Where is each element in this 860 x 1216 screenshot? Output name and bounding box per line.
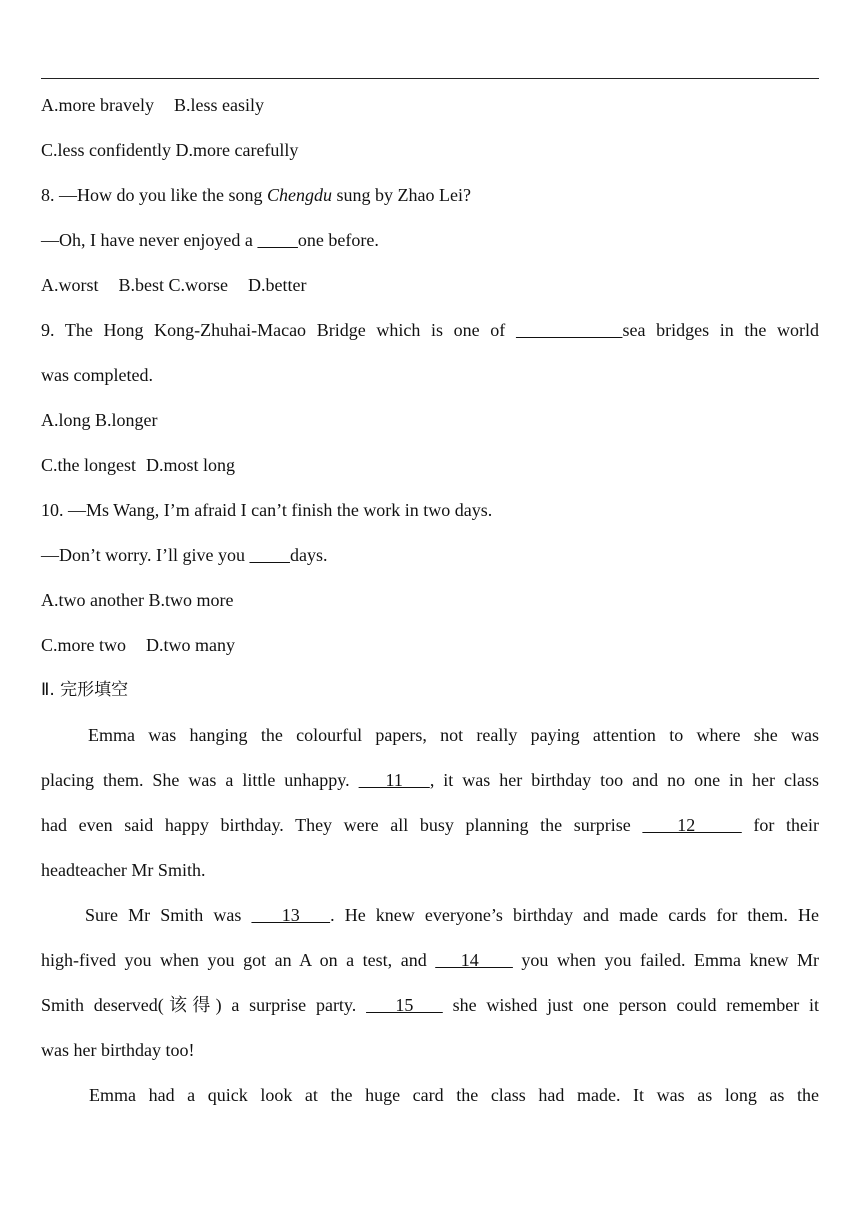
- q8-question: 8. —How do you like the song Chengdu sung by Zhao Lei?: [41, 185, 471, 205]
- q10-reply: —Don’t worry. I’ll give you days.: [41, 545, 328, 565]
- q10-blank: [249, 545, 290, 565]
- q9-options-row-1: A.long B.longer: [41, 410, 158, 430]
- section-heading-cloze: Ⅱ. 完形填空: [41, 680, 129, 700]
- cloze-blank-12: 12: [642, 815, 742, 835]
- q8-option-c: C.worse: [168, 275, 229, 295]
- cloze-blank-11: 11: [358, 770, 430, 790]
- q9-options-row-2: [41, 443, 819, 488]
- q8-options: [41, 263, 819, 308]
- q8-reply: —Oh, I have never enjoyed a one before.: [41, 230, 379, 250]
- passage-p1-line-1: Emma was hanging the colourful papers, not really paying attention to where she was: [88, 725, 819, 745]
- q10-options-row-1: A.two another B.two more: [41, 590, 234, 610]
- document-body: [41, 83, 819, 1118]
- q9-option-d: D.most long: [146, 455, 236, 475]
- q9-question-line-1: 9. The Hong Kong-Zhuhai-Macao Bridge which is one of sea bridges in the world: [41, 320, 820, 340]
- q9-option-c: C.the longest: [41, 455, 136, 475]
- q7-option-c: C.less confidently: [41, 140, 171, 160]
- cloze-blank-13: 13: [251, 905, 331, 925]
- header-rule: [41, 78, 819, 79]
- q8-option-d: D.better: [248, 275, 307, 295]
- q10-option-c: C.more two: [41, 635, 126, 655]
- passage-p1-line-4: headteacher Mr Smith.: [41, 860, 206, 880]
- passage-p2-line-1: Sure Mr Smith was 13 . He knew everyone’s birthday and made cards for them. He: [85, 905, 820, 925]
- q7-option-d: D.more carefully: [175, 140, 299, 160]
- q7-option-a: A.more bravely: [41, 95, 154, 115]
- q8-song-title: Chengdu: [266, 185, 332, 205]
- cloze-blank-15: 15: [366, 995, 443, 1015]
- q9-blank: [516, 320, 623, 340]
- passage-p2-line-4: was her birthday too!: [41, 1040, 195, 1060]
- q7-option-b: B.less easily: [173, 95, 264, 115]
- passage-p2-line-2: high-fived you when you got an A on a test, and 14 you when you failed. Emma knew Mr: [41, 950, 819, 970]
- passage-p1-line-3: had even said happy birthday. They were all busy planning the surprise 12 for their: [41, 815, 819, 835]
- q8-option-a: A.worst: [41, 275, 99, 295]
- passage-p1-line-2: placing them. She was a little unhappy. 11 , it was her birthday too and no one in her class: [41, 770, 819, 790]
- q9-question-line-2: was completed.: [41, 365, 153, 385]
- q7-options-row-2: [41, 128, 819, 173]
- q8-option-b: B.best: [118, 275, 165, 295]
- q10-question: 10. —Ms Wang, I’m afraid I can’t finish the work in two days.: [41, 500, 493, 520]
- q7-options-row-1: [41, 83, 819, 128]
- passage-p3-line-1: Emma had a quick look at the huge card the class had made. It was as long as the: [89, 1085, 819, 1105]
- q8-blank: [257, 230, 298, 250]
- q10-option-d: D.two many: [146, 635, 235, 655]
- q10-options-row-2: [41, 623, 819, 668]
- cloze-blank-14: 14: [435, 950, 513, 970]
- passage-p2-line-3: Smith deserved(该得) a surprise party. 15 she wished just one person could remember it: [41, 995, 819, 1015]
